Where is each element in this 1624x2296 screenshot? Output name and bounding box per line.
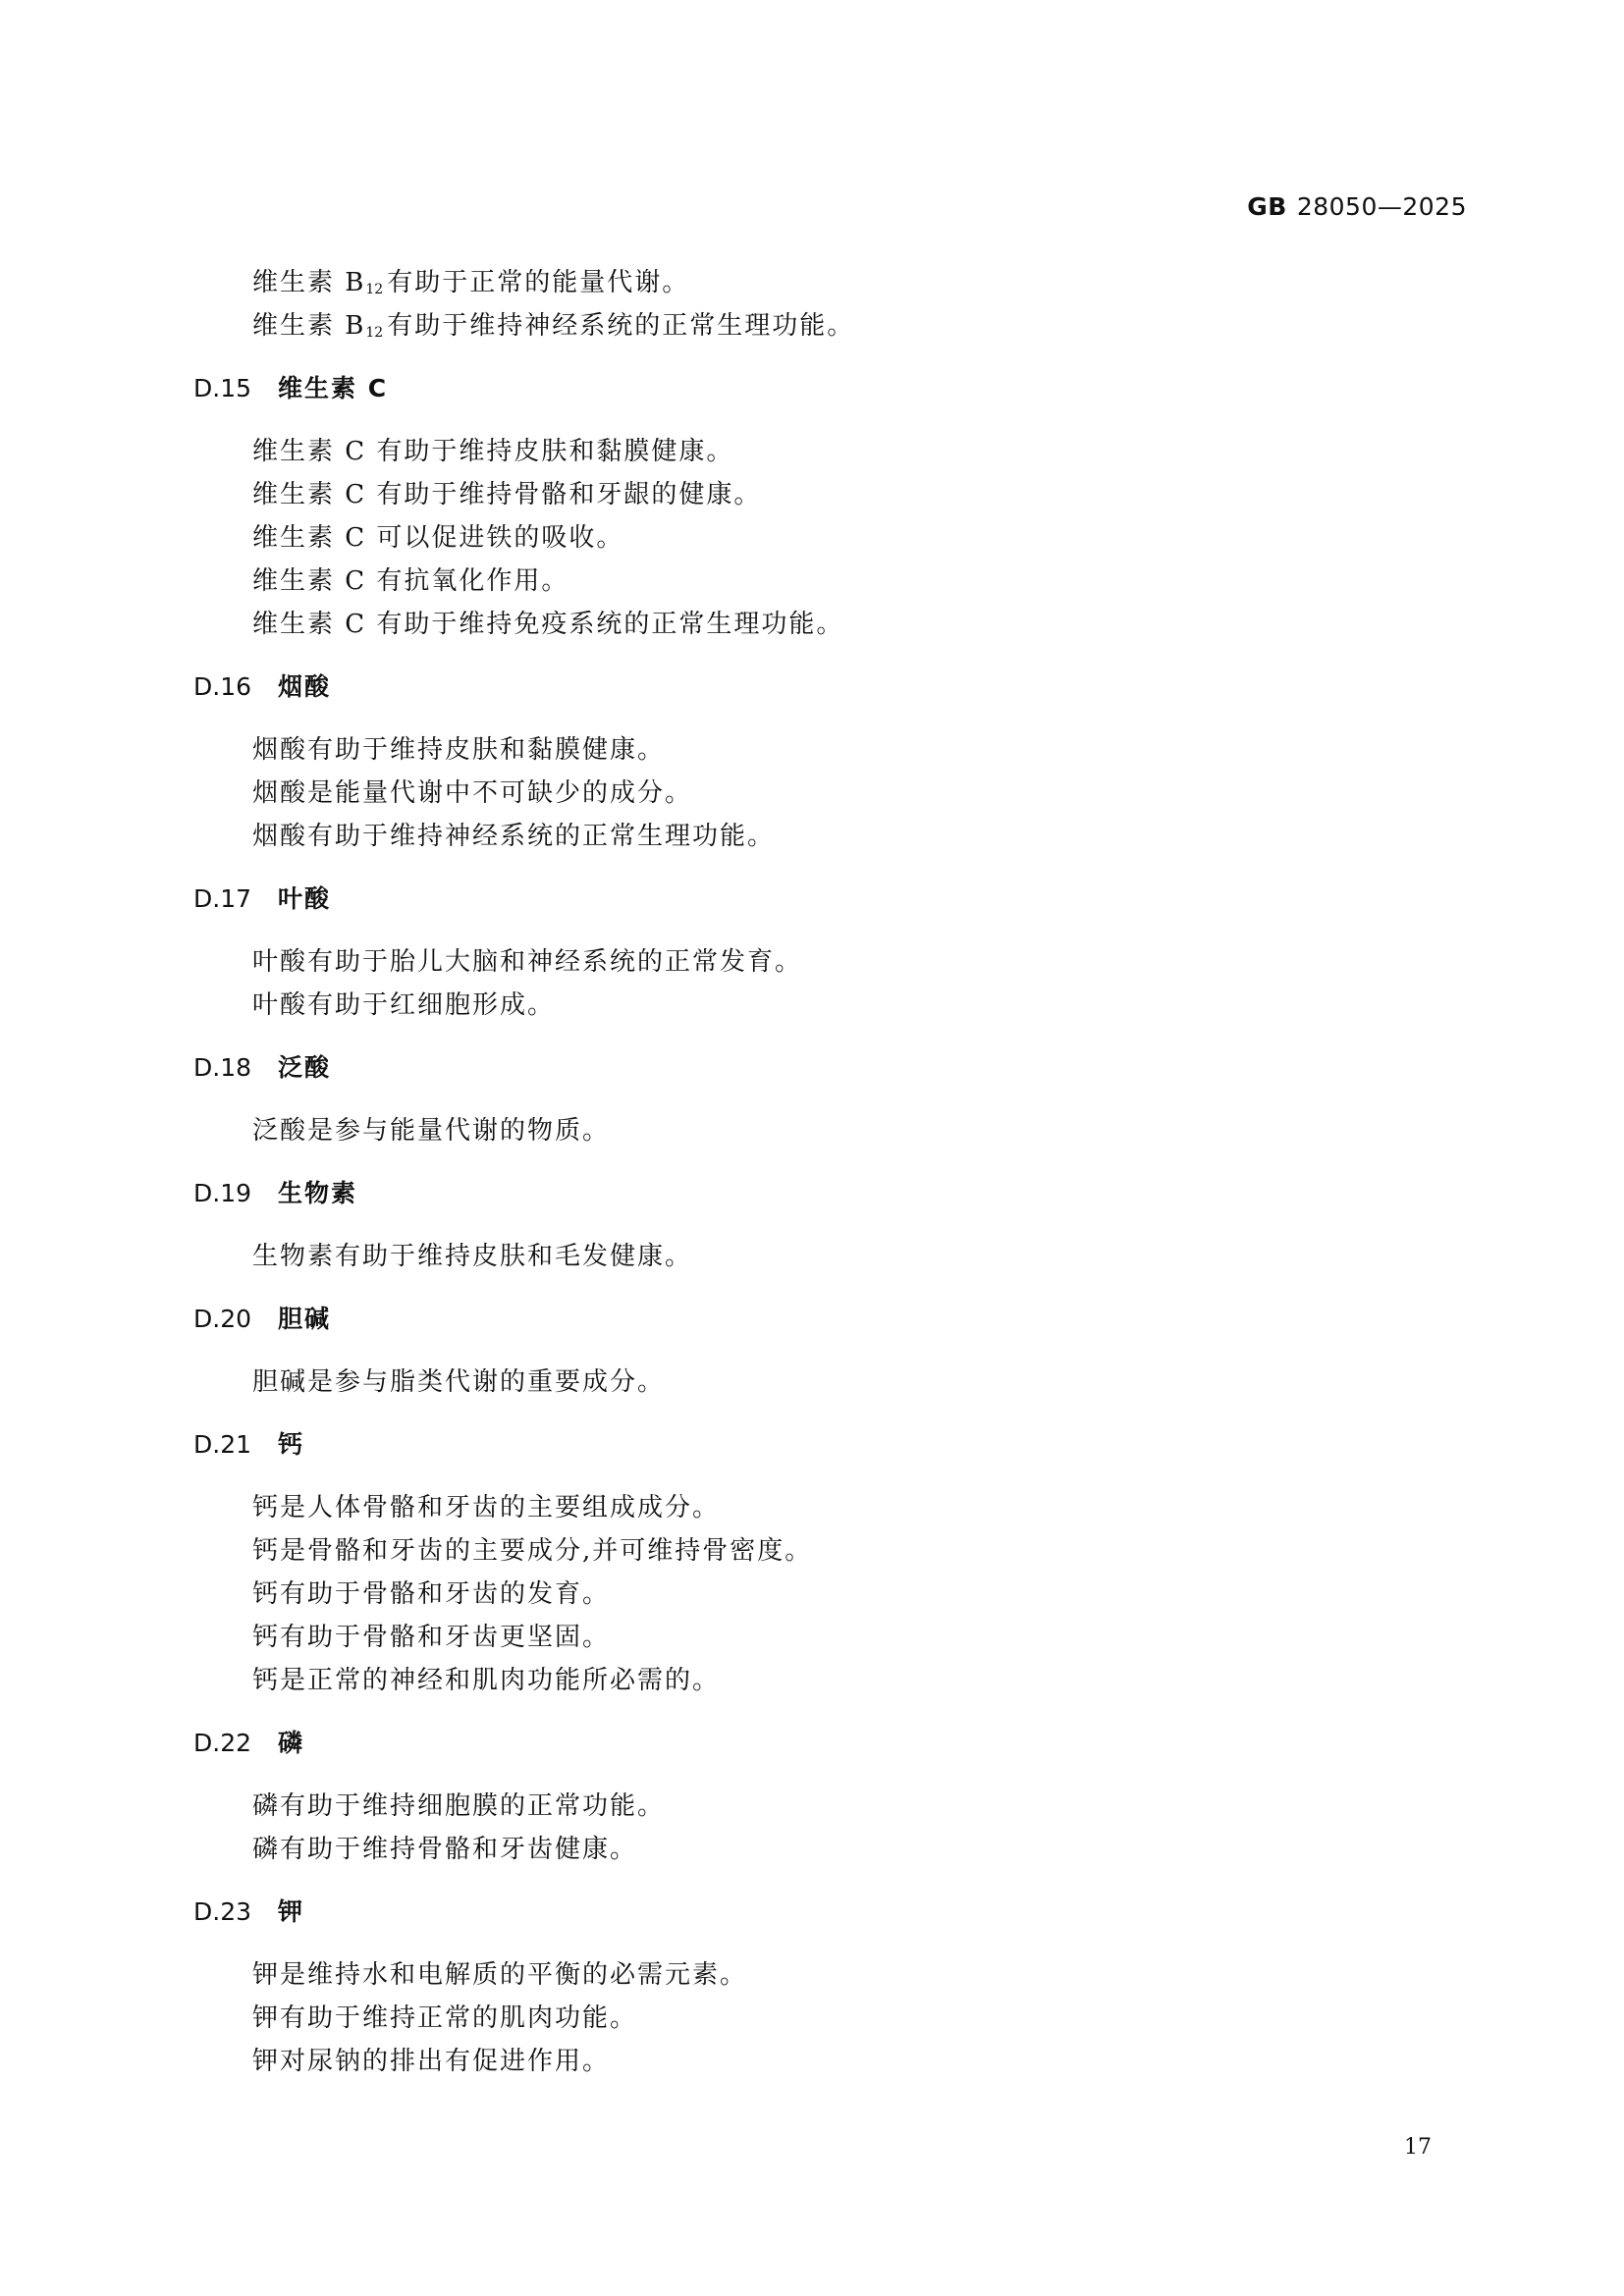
section-number: D.21: [193, 1430, 252, 1459]
statement-line: 维生素 C 有助于维持皮肤和黏膜健康。: [252, 437, 734, 466]
section-heading: [193, 1722, 1431, 1765]
section-title: 维生素 C: [278, 374, 389, 402]
statement-line: 叶酸有助于红细胞形成。: [252, 990, 556, 1020]
statement-line: 维生素 C 有抗氧化作用。: [252, 566, 569, 596]
section-title: 胆碱: [278, 1305, 332, 1333]
statement-line: 烟酸是能量代谢中不可缺少的成分。: [252, 778, 693, 808]
standard-prefix: GB: [1247, 192, 1287, 221]
section-d23: [193, 1891, 1431, 2083]
statement-line: 钙有助于骨骼和牙齿的发育。: [252, 1579, 611, 1609]
section-title: 钙: [278, 1430, 305, 1459]
statement-line: 钾对尿钠的排出有促进作用。: [252, 2047, 611, 2076]
section-heading: [193, 1891, 1431, 1934]
section-number: D.16: [193, 672, 252, 701]
section-d19: [193, 1172, 1431, 1278]
statement-line: 磷有助于维持骨骼和牙齿健康。: [252, 1835, 638, 1864]
section-title: 钾: [278, 1897, 305, 1926]
section-title: 生物素: [278, 1179, 358, 1207]
section-d21: [193, 1423, 1431, 1702]
statement-line: 生物素有助于维持皮肤和毛发健康。: [252, 1242, 693, 1271]
page-number: 17: [1404, 2135, 1432, 2160]
statement-line: 钾是维持水和电解质的平衡的必需元素。: [252, 1960, 748, 1990]
section-number: D.23: [193, 1897, 252, 1926]
intro-line: 维生素 $B_{12}$ 有助于维持神经系统的正常生理功能。: [252, 311, 855, 341]
section-d16: [193, 666, 1431, 858]
statement-line: 泛酸是参与能量代谢的物质。: [252, 1116, 611, 1146]
section-d22: [193, 1722, 1431, 1871]
statement-line: 钾有助于维持正常的肌肉功能。: [252, 2003, 638, 2033]
section-number: D.18: [193, 1053, 252, 1082]
section-number: D.19: [193, 1179, 252, 1207]
section-number: D.20: [193, 1305, 252, 1333]
section-number: D.22: [193, 1729, 252, 1757]
document-body: [193, 261, 1431, 2083]
section-title: 叶酸: [278, 884, 332, 913]
section-heading: [193, 1423, 1431, 1467]
section-d20: [193, 1298, 1431, 1404]
statement-line: 钙是骨骼和牙齿的主要成分,并可维持骨密度。: [252, 1536, 813, 1566]
section-number: D.15: [193, 374, 252, 402]
statement-line: 烟酸有助于维持皮肤和黏膜健康。: [252, 735, 666, 765]
statement-line: 叶酸有助于胎儿大脑和神经系统的正常发育。: [252, 947, 803, 977]
statement-line: 维生素 C 有助于维持免疫系统的正常生理功能。: [252, 610, 844, 639]
statement-line: 钙是正常的神经和肌肉功能所必需的。: [252, 1666, 721, 1695]
statement-line: 钙是人体骨骼和牙齿的主要组成成分。: [252, 1493, 721, 1522]
section-d17: [193, 878, 1431, 1027]
section-heading: [193, 666, 1431, 709]
section-heading: [193, 367, 1431, 410]
section-title: 烟酸: [278, 672, 332, 701]
section-title: 磷: [278, 1729, 305, 1757]
statement-line: 胆碱是参与脂类代谢的重要成分。: [252, 1367, 666, 1397]
statement-line: 烟酸有助于维持神经系统的正常生理功能。: [252, 822, 776, 851]
section-title: 泛酸: [278, 1053, 332, 1082]
statement-line: 磷有助于维持细胞膜的正常功能。: [252, 1791, 666, 1821]
statement-line: 维生素 C 可以促进铁的吸收。: [252, 523, 624, 553]
section-heading: [193, 1172, 1431, 1215]
standard-code: [1247, 192, 1467, 221]
section-heading: [193, 1298, 1431, 1341]
section-heading: [193, 878, 1431, 921]
statement-line: 维生素 C 有助于维持骨骼和牙龈的健康。: [252, 480, 762, 509]
section-number: D.17: [193, 884, 252, 913]
statement-line: 钙有助于骨骼和牙齿更坚固。: [252, 1623, 611, 1652]
intro-line: 维生素 $B_{12}$ 有助于正常的能量代谢。: [252, 268, 690, 297]
section-d18: [193, 1046, 1431, 1152]
standard-number: 28050—2025: [1296, 192, 1467, 221]
section-d15: [193, 367, 1431, 646]
intro-lines: [193, 261, 1431, 347]
section-heading: [193, 1046, 1431, 1090]
